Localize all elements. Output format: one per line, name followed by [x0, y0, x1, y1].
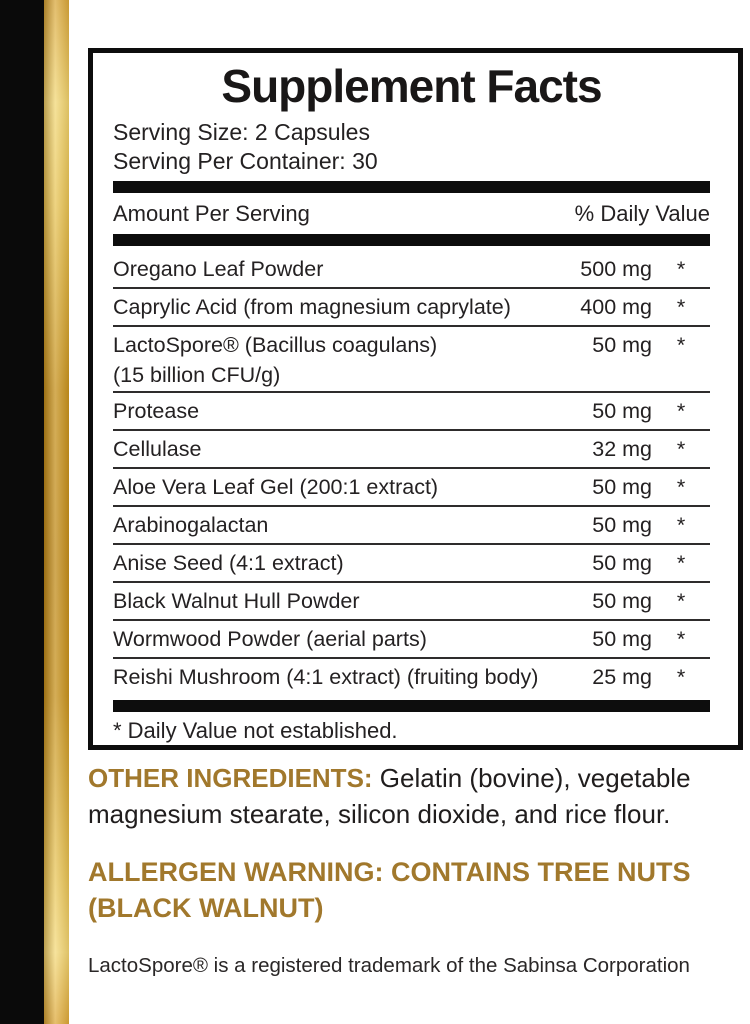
ingredient-name — [113, 292, 540, 322]
panel-title: Supplement Facts — [221, 60, 602, 112]
ingredient-name-line1: LactoSpore® (Bacillus coagulans) — [113, 333, 438, 358]
ingredient-amount: 50 mg — [592, 589, 652, 614]
ingredient-name-line1: Anise Seed (4:1 extract) — [113, 551, 344, 576]
ingredient-amount: 50 mg — [592, 627, 652, 652]
ingredient-rows — [113, 251, 710, 695]
ingredient-daily-value: * — [676, 399, 686, 424]
ingredient-row — [113, 469, 710, 507]
ingredient-daily-value: * — [676, 257, 686, 282]
ingredient-name — [113, 586, 540, 616]
ingredient-amount: 50 mg — [592, 551, 652, 576]
ingredient-row — [113, 545, 710, 583]
ingredient-name — [113, 472, 540, 502]
ingredient-daily-value: * — [676, 475, 686, 500]
ingredient-amount: 32 mg — [592, 437, 652, 462]
ingredient-name — [113, 510, 540, 540]
servings-per-container: Serving Per Container: 30 — [113, 148, 378, 175]
supplement-facts-panel — [88, 48, 743, 750]
ingredient-amount: 400 mg — [580, 295, 652, 320]
ingredient-name-line1: Arabinogalactan — [113, 513, 269, 538]
trademark-note: LactoSpore® is a registered trademark of the Sabinsa Corporation — [88, 954, 690, 977]
ingredient-name — [113, 662, 540, 692]
ingredient-name-line1: Cellulase — [113, 437, 202, 462]
column-header-row — [113, 198, 710, 229]
ingredient-daily-value: * — [676, 437, 686, 462]
ingredient-amount: 50 mg — [592, 399, 652, 424]
ingredient-daily-value: * — [676, 295, 686, 320]
left-black-strip — [0, 0, 44, 1024]
ingredient-daily-value: * — [676, 513, 686, 538]
other-ingredients-text: Gelatin (bovine), vegetable magnesium stearate, silicon dioxide, and rice flour. — [88, 763, 691, 829]
divider-bar-bottom — [113, 700, 710, 712]
ingredient-name — [113, 330, 540, 390]
divider-bar-header — [113, 234, 710, 246]
ingredient-amount: 25 mg — [592, 665, 652, 690]
left-gold-strip — [44, 0, 69, 1024]
ingredient-row — [113, 393, 710, 431]
ingredient-row — [113, 251, 710, 289]
ingredient-name-line1: Black Walnut Hull Powder — [113, 589, 360, 614]
ingredient-amount: 50 mg — [592, 513, 652, 538]
ingredient-row — [113, 431, 710, 469]
ingredient-name-line1: Reishi Mushroom (4:1 extract) (fruiting body) — [113, 665, 539, 690]
ingredient-name — [113, 434, 540, 464]
serving-size: Serving Size: 2 Capsules — [113, 119, 370, 146]
ingredient-name-line1: Oregano Leaf Powder — [113, 257, 324, 282]
ingredient-daily-value: * — [676, 589, 686, 614]
ingredient-name — [113, 548, 540, 578]
ingredient-name-line1: Aloe Vera Leaf Gel (200:1 extract) — [113, 475, 439, 500]
ingredient-row — [113, 507, 710, 545]
other-ingredients — [88, 760, 748, 832]
ingredient-name — [113, 624, 540, 654]
ingredient-row — [113, 327, 710, 393]
bottom-text-blocks — [88, 760, 748, 979]
ingredient-name — [113, 254, 540, 284]
ingredient-amount: 50 mg — [592, 333, 652, 358]
divider-bar-top — [113, 181, 710, 193]
ingredient-daily-value: * — [676, 551, 686, 576]
ingredient-name-line1: Wormwood Powder (aerial parts) — [113, 627, 427, 652]
ingredient-amount: 50 mg — [592, 475, 652, 500]
daily-value-footnote: * Daily Value not established. — [113, 718, 398, 744]
ingredient-row — [113, 289, 710, 327]
ingredient-amount: 500 mg — [580, 257, 652, 282]
ingredient-row — [113, 621, 710, 659]
amount-per-serving-header: Amount Per Serving — [113, 201, 310, 227]
ingredient-daily-value: * — [676, 665, 686, 690]
ingredient-name-line2: (15 billion CFU/g) — [113, 363, 281, 388]
ingredient-name-line1: Caprylic Acid (from magnesium caprylate) — [113, 295, 511, 320]
ingredient-row — [113, 583, 710, 621]
ingredient-name — [113, 396, 540, 426]
other-ingredients-label: OTHER INGREDIENTS: — [88, 763, 373, 793]
ingredient-name-line1: Protease — [113, 399, 200, 424]
ingredient-daily-value: * — [676, 627, 686, 652]
allergen-warning: ALLERGEN WARNING: CONTAINS TREE NUTS (BLACK WALNUT) — [88, 857, 691, 923]
ingredient-daily-value: * — [676, 333, 686, 358]
ingredient-row — [113, 659, 710, 695]
daily-value-header: % Daily Value — [574, 201, 710, 227]
